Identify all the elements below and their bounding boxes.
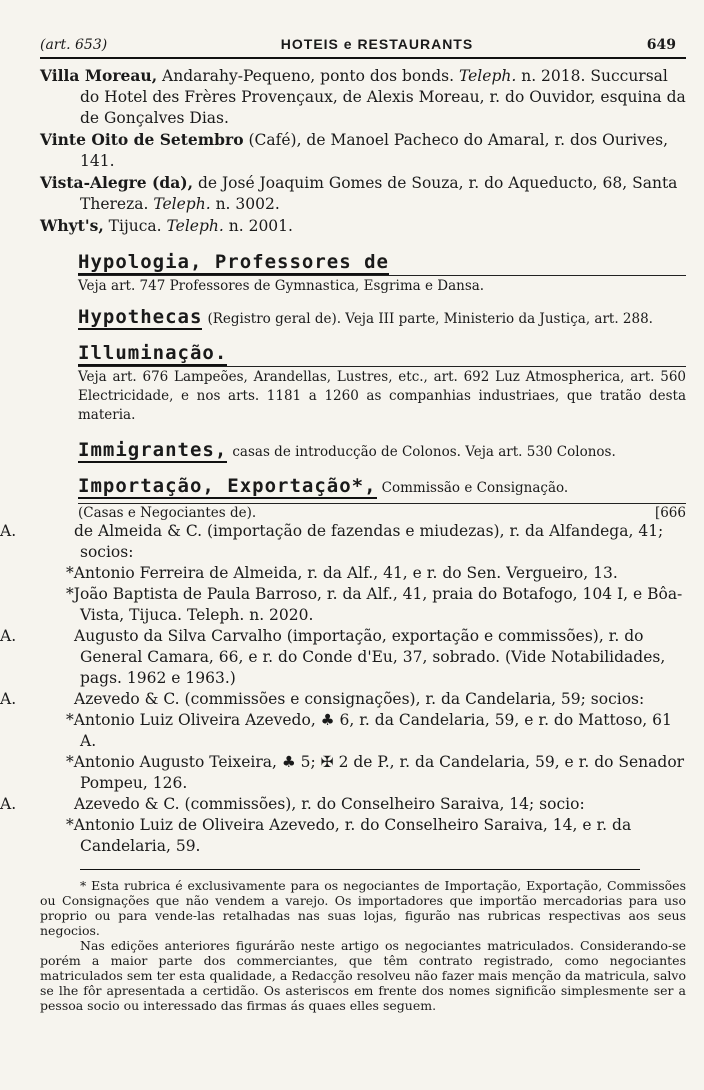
hotel-name: Whyt's, <box>40 216 104 235</box>
hotel-list <box>40 65 686 237</box>
section-note: Commissão e Consignação. <box>381 480 569 496</box>
section-note: casas de introducção de Colonos. Veja art. 530 Colonos. <box>232 444 616 460</box>
section-hypologia <box>40 251 686 296</box>
partner: *Antonio Luiz de Oliveira Azevedo, r. do Conselheiro Saraiva, 14, e r. da Candelaria, 59. <box>66 816 632 855</box>
running-title: HOTEIS e RESTAURANTS <box>280 36 474 52</box>
section-title: Importação, Exportação*, <box>78 475 377 497</box>
firm-entry: A. de Almeida & C. (importação de fazendas e miudezas), r. da Alfandega, 41; socios: *Antonio Ferreira de Almeida, r. da Alf., 41, e r. do Sen. Vergueiro, 13. *João Baptista de Paula Barroso, r. da Alf., 41, praia do Botafogo, 104 I, e Bôa-Vista, Tijuca. Teleph. n. 2020. <box>40 521 686 626</box>
hotel-entry: Vista-Alegre (da), de José Joaquim Gomes de Souza, r. do Aqueducto, 68, Santa Thereza. Teleph. n. 3002. <box>40 173 678 213</box>
section-hypothecas <box>78 306 686 328</box>
footnote-rule <box>80 869 640 870</box>
section-title: Immigrantes, <box>78 439 228 461</box>
section-title: Hypothecas <box>78 306 203 328</box>
header-rule <box>40 57 686 59</box>
section-desc: Veja art. 747 Professores de Gymnastica, Esgrima e Dansa. <box>78 275 686 296</box>
section-desc: Veja art. 676 Lampeões, Arandellas, Lustres, etc., art. 692 Luz Atmospherica, art. 560 Electricidade, e nos arts. 1181 a 1260 as companhias industriaes, que tratão desta materia. <box>78 366 686 425</box>
section-subhead: (Casas e Negociantes de). [666 <box>78 505 686 521</box>
footnote-paragraph: Nas edições anteriores figurárão neste artigo os negociantes matriculados. Considerando-se porém a maior parte dos commerciantes, que têm contrato registrado, como negociantes matriculados sem ter esta qualidade, a Redacção resolveu não fazer mais menção da matricula, salvo se lhe fôr apresentada a certidão. Os asteriscos em frente dos nomes significão simplesmente ser a pessoa socio ou interessado das firmas ás quaes elles seguem. <box>40 938 686 1013</box>
article-ref: (art. 653) <box>40 37 108 53</box>
section-title: Hypologia, Professores de <box>78 251 389 273</box>
hotel-entry: Vinte Oito de Setembro (Café), de Manoel Pacheco do Amaral, r. dos Ourives, 141. <box>40 130 669 170</box>
document-page <box>0 36 686 1013</box>
hotel-name: Villa Moreau, <box>40 66 158 85</box>
page-header <box>40 36 686 55</box>
hotel-name: Vista-Alegre (da), <box>40 173 193 192</box>
page-number: 649 <box>646 37 676 53</box>
hotel-entry: Whyt's, Tijuca. Teleph. n. 2001. <box>40 216 293 235</box>
section-importacao <box>78 475 686 521</box>
firm-entry: A. Azevedo & C. (commissões e consignações), r. da Candelaria, 59; socios: *Antonio Luiz Oliveira Azevedo, ♣ 6, r. da Candelaria, 59, e r. do Mattoso, 61 A. *Antonio Augusto Teixeira, ♣ 5; ✠ 2 de P., r. da Candelaria, 59, e r. do Senador Pompeu, 126. <box>0 690 685 792</box>
section-illuminacao <box>78 342 686 425</box>
section-immigrantes <box>78 439 686 461</box>
section-note: (Registro geral de). Veja III parte, Ministerio da Justiça, art. 288. <box>207 311 653 327</box>
partner: *Antonio Augusto Teixeira, ♣ 5; ✠ 2 de P., r. da Candelaria, 59, e r. do Senador Pompeu, 126. <box>66 753 685 792</box>
section-title: Illuminação. <box>78 342 228 364</box>
hotel-name: Vinte Oito de Setembro <box>40 130 244 149</box>
hotel-entry: Villa Moreau, Andarahy-Pequeno, ponto dos bonds. Teleph. n. 2018. Succursal do Hotel des Frères Provençaux, de Alexis Moreau, r. do Ouvidor, esquina da de Gonçalves Dias. <box>40 66 686 127</box>
firm-entry: A. Augusto da Silva Carvalho (importação, exportação e commissões), r. do General Camara, 66, e r. do Conde d'Eu, 37, sobrado. (Vide Notabilidades, pags. 1962 e 1963.) <box>0 627 666 687</box>
firm-entry: A. Azevedo & C. (commissões), r. do Conselheiro Saraiva, 14; socio: *Antonio Luiz de Oliveira Azevedo, r. do Conselheiro Saraiva, 14, e r. da Candelaria, 59. <box>40 794 686 857</box>
partner: *João Baptista de Paula Barroso, r. da Alf., 41, praia do Botafogo, 104 I, e Bôa-Vista, Tijuca. Teleph. n. 2020. <box>66 585 683 624</box>
partner: *Antonio Luiz Oliveira Azevedo, ♣ 6, r. da Candelaria, 59, e r. do Mattoso, 61 A. <box>66 711 672 750</box>
footnote-paragraph: * Esta rubrica é exclusivamente para os negociantes de Importação, Exportação, Commissões ou Consignações que não vendem a varejo. Os importadores que importão mercadorias para uso proprio ou para vende-las retalhadas nas suas lojas, figurão nas rubricas respectivas aos seus negocios. <box>40 878 686 938</box>
firm-list <box>0 521 686 857</box>
partner: *Antonio Ferreira de Almeida, r. da Alf., 41, e r. do Sen. Vergueiro, 13. <box>66 564 618 582</box>
footnote <box>40 878 686 1013</box>
